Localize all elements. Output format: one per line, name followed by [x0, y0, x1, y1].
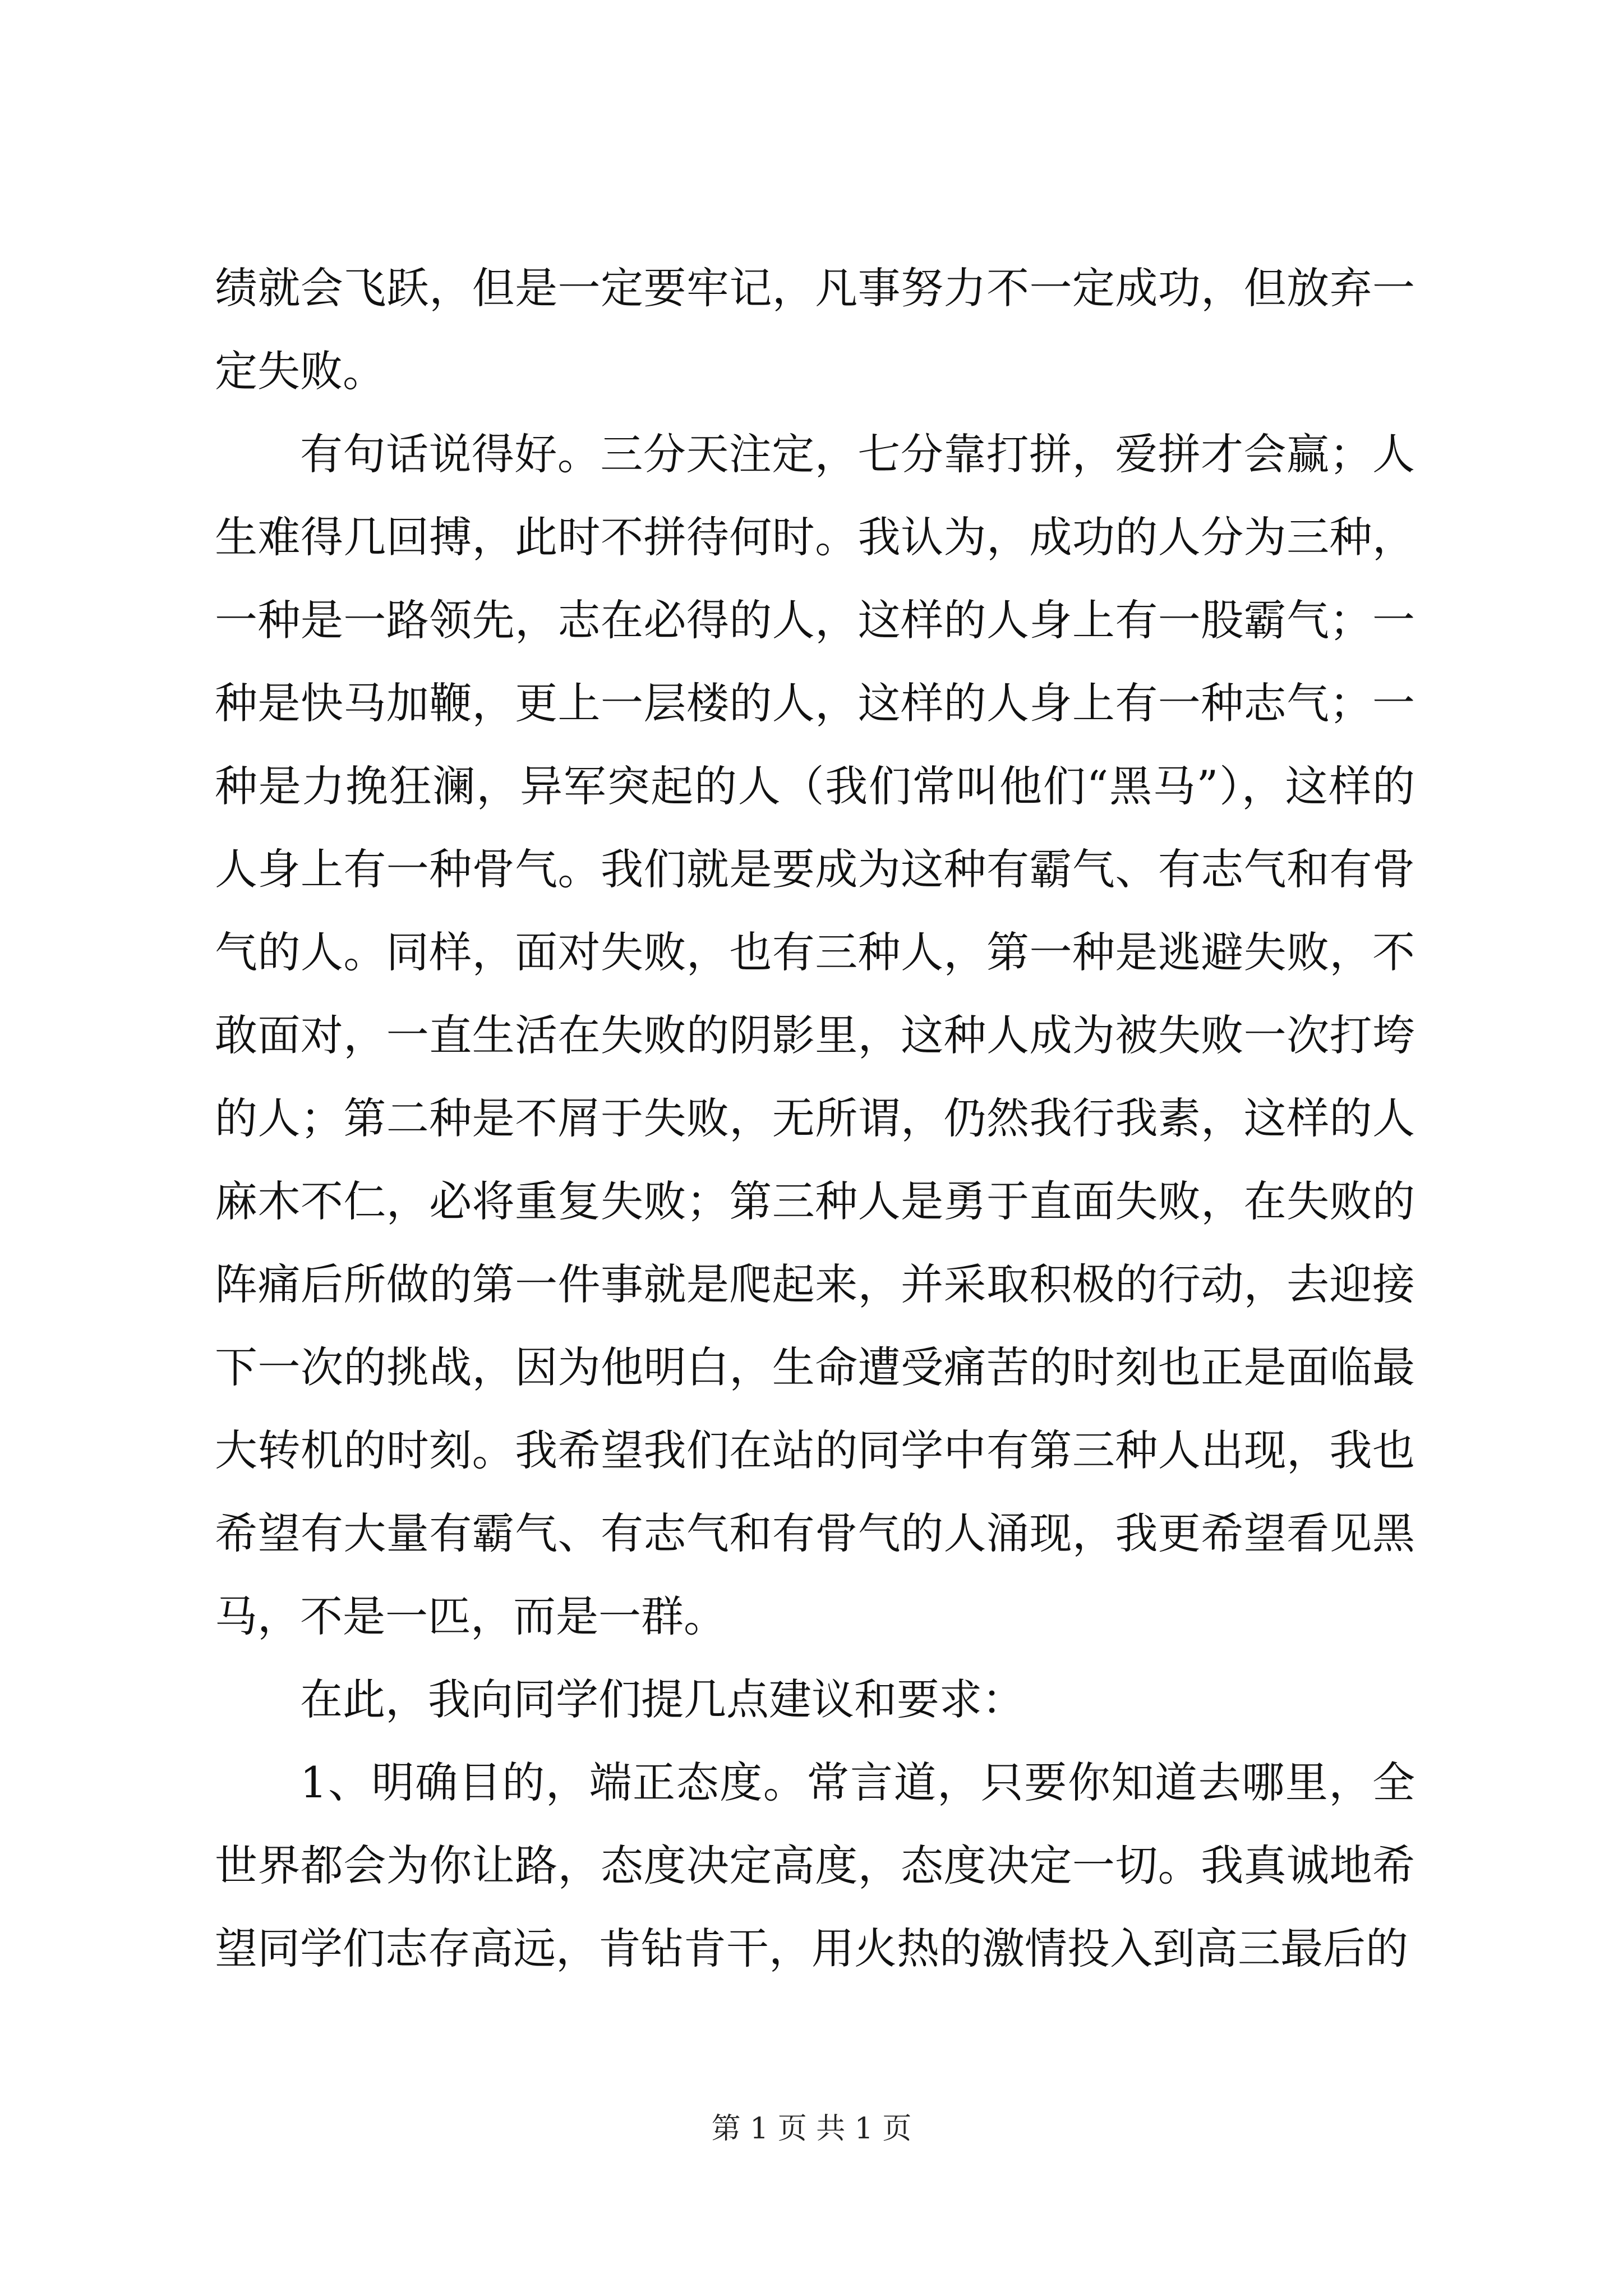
page-footer: 第 1 页 共 1 页: [711, 2112, 912, 2146]
paragraph-3: 在此，我向同学们提几点建议和要求：: [300, 1674, 1025, 1724]
paragraph-4: 1、明确目的，端正态度。常言道，只要你知道去哪里，全世界都会为你让路，态度决定高度，态度决定一切。我真诚地希望同学们志存高远，肯钻肯干，用火热的激情投入到高三最后的: [215, 1757, 1415, 1973]
paragraph-1: 绩就会飞跃，但是一定要牢记，凡事努力不一定成功，但放弃一定失败。: [215, 263, 1415, 396]
document-body: [215, 247, 1415, 1990]
paragraph-2: 有句话说得好。三分天注定，七分靠打拼，爱拼才会赢；人生难得几回搏，此时不拼待何时。我认为，成功的人分为三种，一种是一路领先，志在必得的人，这样的人身上有一股霸气；一种是快马加鞭，更上一层楼的人，这样的人身上有一种志气；一种是力挽狂澜，异军突起的人（我们常叫他们“黑马”），这样的人身上有一种骨气。我们就是要成为这种有霸气、有志气和有骨气的人。同样，面对失败，也有三种人，第一种是逃避失败，不敢面对，一直生活在失败的阴影里，这种人成为被失败一次打垮的人；第二种是不屑于失败，无所谓，仍然我行我素，这样的人麻木不仁，必将重复失败；第三种人是勇于直面失败，在失败的阵痛后所做的第一件事就是爬起来，并采取积极的行动，去迎接下一次的挑战，因为他明白，生命遭受痛苦的时刻也正是面临最大转机的时刻。我希望我们在站的同学中有第三种人出现，我也希望有大量有霸气、有志气和有骨气的人涌现，我更希望看见黑马，不是一匹，而是一群。: [215, 429, 1415, 1641]
